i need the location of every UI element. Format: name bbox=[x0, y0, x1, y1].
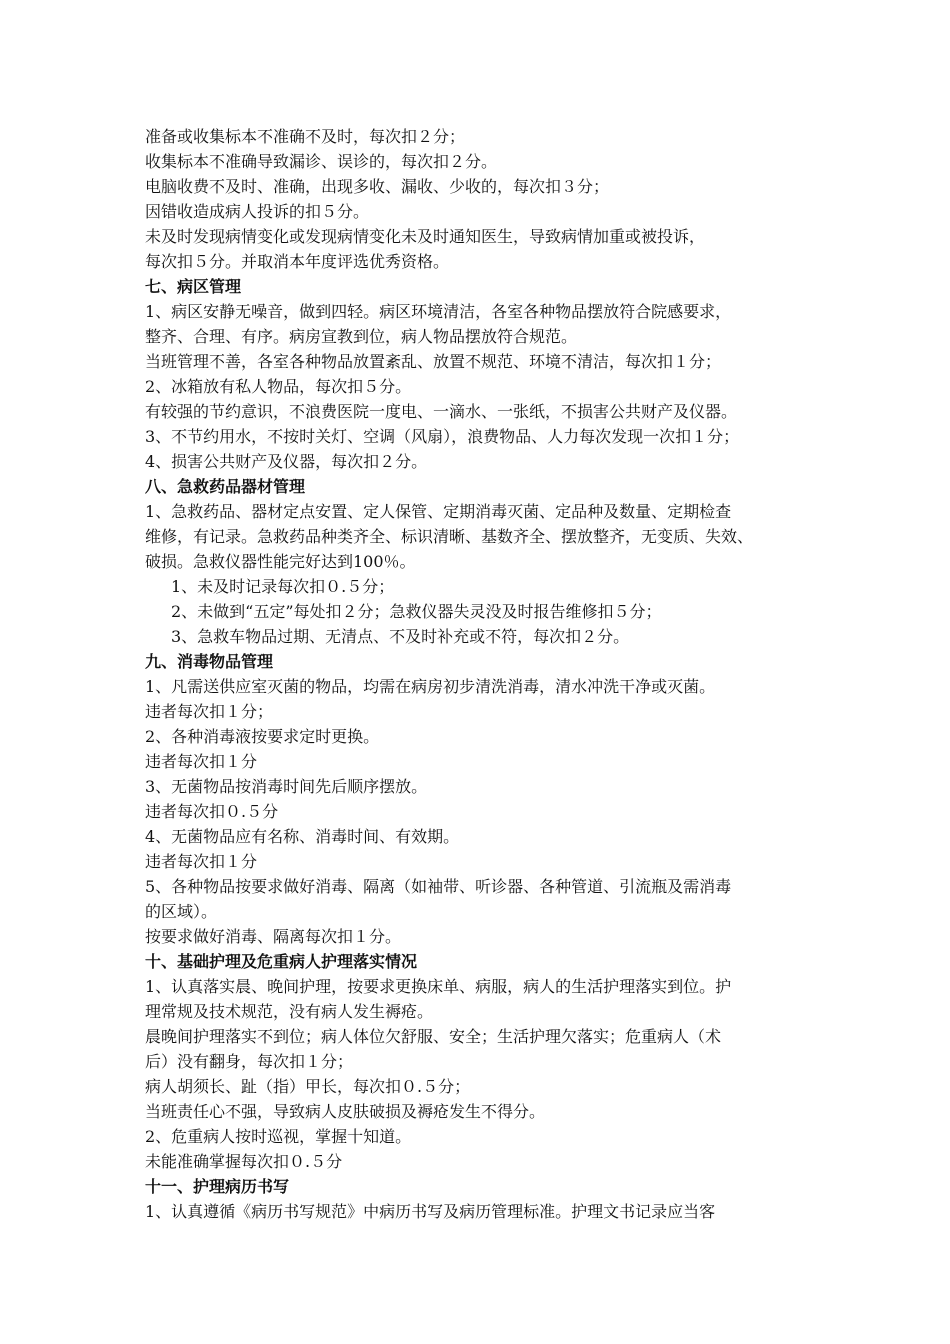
section-heading: 九、消毒物品管理 bbox=[145, 652, 274, 671]
text-line: 2、各种消毒液按要求定时更换。 bbox=[145, 727, 380, 746]
text-line: 因错收造成病人投诉的扣５分。 bbox=[145, 202, 370, 221]
text-line: 违者每次扣１分 bbox=[145, 752, 258, 771]
text-line: 未及时发现病情变化或发现病情变化未及时通知医生，导致病情加重或被投诉， bbox=[145, 227, 706, 246]
text-line: 2、冰箱放有私人物品，每次扣５分。 bbox=[145, 377, 412, 396]
text-line: 1、认真遵循《病历书写规范》中病历书写及病历管理标准。护理文书记录应当客 bbox=[145, 1202, 716, 1221]
text-line: 后）没有翻身，每次扣１分； bbox=[145, 1052, 354, 1071]
section-heading: 十一、护理病历书写 bbox=[145, 1177, 290, 1196]
text-line: 3、急救车物品过期、无清点、不及时补充或不符，每次扣２分。 bbox=[171, 627, 630, 646]
text-line: 1、病区安静无噪音，做到四轻。病区环境清洁，各室各种物品摆放符合院感要求， bbox=[145, 302, 732, 321]
text-line: 1、认真落实晨、晚间护理，按要求更换床单、病服，病人的生活护理落实到位。护 bbox=[145, 977, 732, 996]
text-line: 电脑收费不及时、准确，出现多收、漏收、少收的，每次扣３分； bbox=[145, 177, 610, 196]
section-heading: 七、病区管理 bbox=[145, 277, 242, 296]
section-heading: 八、急救药品器材管理 bbox=[145, 477, 306, 496]
text-line: 违者每次扣１分； bbox=[145, 702, 274, 721]
text-line: 当班管理不善，各室各种物品放置紊乱、放置不规范、环境不清洁，每次扣１分； bbox=[145, 352, 722, 371]
text-line: 理常规及技术规范，没有病人发生褥疮。 bbox=[145, 1002, 434, 1021]
text-line: 每次扣５分。并取消本年度评选优秀资格。 bbox=[145, 252, 450, 271]
text-line: 1、未及时记录每次扣０.５分； bbox=[171, 577, 395, 596]
text-line: 按要求做好消毒、隔离每次扣１分。 bbox=[145, 927, 402, 946]
text-line: 1、凡需送供应室灭菌的物品，均需在病房初步清洗消毒，清水冲洗干净或灭菌。 bbox=[145, 677, 716, 696]
document-body bbox=[145, 124, 825, 1224]
text-line: 3、不节约用水，不按时关灯、空调（风扇），浪费物品、人力每次发现一次扣１分； bbox=[145, 427, 740, 446]
text-line: 违者每次扣０.５分 bbox=[145, 802, 279, 821]
text-line: 4、无菌物品应有名称、消毒时间、有效期。 bbox=[145, 827, 460, 846]
text-line: 未能准确掌握每次扣０.５分 bbox=[145, 1152, 343, 1171]
text-line: 2、未做到“五定”每处扣２分；急救仪器失灵没及时报告维修扣５分； bbox=[171, 602, 662, 621]
text-line: 收集标本不准确导致漏诊、误诊的，每次扣２分。 bbox=[145, 152, 498, 171]
text-line: 破损。急救仪器性能完好达到100％。 bbox=[145, 552, 416, 571]
text-line: 维修，有记录。急救药品种类齐全、标识清晰、基数齐全、摆放整齐，无变质、失效、 bbox=[145, 527, 754, 546]
text-line: 准备或收集标本不准确不及时，每次扣２分； bbox=[145, 127, 466, 146]
text-line: 5、各种物品按要求做好消毒、隔离（如袖带、听诊器、各种管道、引流瓶及需消毒 bbox=[145, 877, 732, 896]
text-line: 整齐、合理、有序。病房宣教到位，病人物品摆放符合规范。 bbox=[145, 327, 578, 346]
text-line: 晨晚间护理落实不到位；病人体位欠舒服、安全；生活护理欠落实；危重病人（术 bbox=[145, 1027, 722, 1046]
text-line: 有较强的节约意识，不浪费医院一度电、一滴水、一张纸，不损害公共财产及仪器。 bbox=[145, 402, 738, 421]
text-line: 4、损害公共财产及仪器，每次扣２分。 bbox=[145, 452, 428, 471]
text-line: 3、无菌物品按消毒时间先后顺序摆放。 bbox=[145, 777, 428, 796]
text-line: 病人胡须长、趾（指）甲长，每次扣０.５分； bbox=[145, 1077, 471, 1096]
text-line: 2、危重病人按时巡视，掌握十知道。 bbox=[145, 1127, 412, 1146]
text-line: 违者每次扣１分 bbox=[145, 852, 258, 871]
text-line: 1、急救药品、器材定点安置、定人保管、定期消毒灭菌、定品种及数量、定期检查 bbox=[145, 502, 732, 521]
text-line: 当班责任心不强，导致病人皮肤破损及褥疮发生不得分。 bbox=[145, 1102, 546, 1121]
section-heading: 十、基础护理及危重病人护理落实情况 bbox=[145, 952, 418, 971]
text-line: 的区域）。 bbox=[145, 902, 218, 921]
